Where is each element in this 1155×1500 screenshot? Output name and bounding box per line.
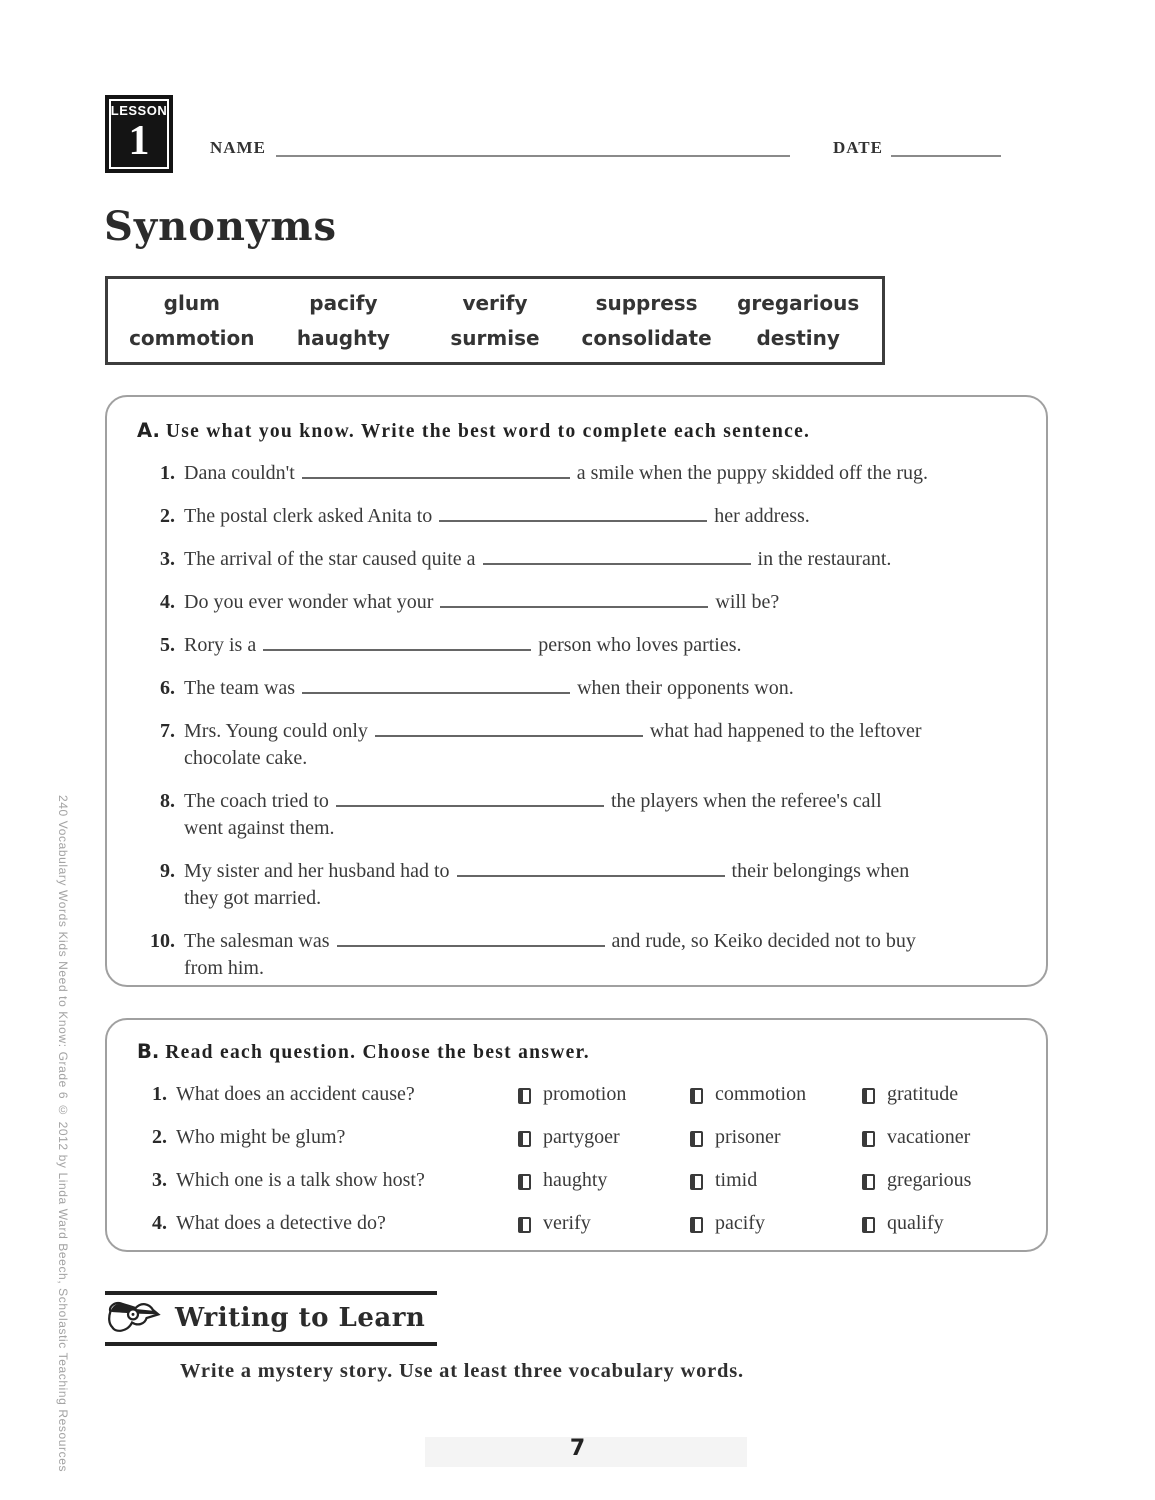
item-number: 5. [160, 634, 175, 656]
answer-blank[interactable] [302, 678, 570, 694]
sentence-item-10 [137, 928, 1016, 982]
option-label: prisoner [715, 1126, 781, 1148]
word-bank-word: consolidate [581, 326, 712, 351]
section-b-heading-text: Read each question. Choose the best answer. [165, 1042, 590, 1063]
checkbox-icon[interactable] [690, 1131, 703, 1147]
checkbox-icon[interactable] [690, 1088, 703, 1104]
sentence-pre: The postal clerk asked Anita to [184, 505, 433, 527]
answer-option [518, 1124, 690, 1151]
option-label: timid [715, 1169, 758, 1191]
section-a-heading-text: Use what you know. Write the best word to complete each sentence. [165, 421, 811, 442]
answer-blank[interactable] [336, 791, 604, 807]
option-label: promotion [543, 1083, 627, 1105]
sentence-post: when their opponents won. [577, 677, 794, 699]
section-b-heading [137, 1038, 1016, 1066]
word-bank-word: haughty [296, 326, 390, 351]
option-label: haughty [543, 1169, 608, 1191]
banner-bottom-rule [105, 1342, 437, 1346]
sentence-pre: My sister and her husband had to [184, 860, 450, 882]
pen-nib-icon [105, 1299, 161, 1337]
checkbox-icon[interactable] [862, 1131, 875, 1147]
writing-to-learn-banner [105, 1291, 437, 1346]
sentence-pre: Mrs. Young could only [184, 720, 368, 742]
answer-blank[interactable] [337, 931, 605, 947]
sentence-item-5 [137, 632, 1016, 659]
lesson-badge-label: LESSON [110, 103, 168, 118]
option-label: partygoer [543, 1126, 620, 1148]
writing-prompt: Write a mystery story. Use at least three vocabulary words. [180, 1360, 744, 1382]
date-label: DATE [833, 138, 883, 157]
answer-blank[interactable] [263, 635, 531, 651]
answer-blank[interactable] [483, 549, 751, 565]
section-a [105, 395, 1048, 987]
question-text: Which one is a talk show host? [176, 1169, 425, 1191]
sentence-item-4 [137, 589, 1016, 616]
page-number: 7 [569, 1436, 586, 1461]
checkbox-icon[interactable] [518, 1088, 531, 1104]
word-bank-word: surmise [450, 326, 540, 351]
option-label: qualify [887, 1212, 944, 1234]
sentence-continuation: from him. [184, 957, 264, 979]
option-label: verify [543, 1212, 591, 1234]
sentence-post: a smile when the puppy skidded off the rug. [576, 462, 929, 484]
checkbox-icon[interactable] [862, 1174, 875, 1190]
sentence-continuation: chocolate cake. [184, 747, 308, 769]
word-bank-word: suppress [595, 290, 698, 315]
item-number: 9. [160, 860, 175, 882]
answer-option [690, 1210, 862, 1237]
sentence-item-3 [137, 546, 1016, 573]
checkbox-icon[interactable] [518, 1174, 531, 1190]
word-bank-word: verify [462, 290, 528, 315]
sentence-post: will be? [715, 591, 780, 613]
page-title: Synonyms [104, 203, 338, 250]
sentence-item-1 [137, 460, 1016, 487]
sentence-pre: Dana couldn't [184, 462, 295, 484]
word-bank-word: commotion [129, 326, 255, 351]
question-text: What does a detective do? [176, 1212, 386, 1234]
answer-option [862, 1081, 1034, 1108]
option-label: vacationer [887, 1126, 971, 1148]
sentence-post: what had happened to the leftover [649, 720, 922, 742]
sentence-pre: The salesman was [184, 930, 330, 952]
checkbox-icon[interactable] [862, 1088, 875, 1104]
answer-option [518, 1081, 690, 1108]
answer-option [862, 1167, 1034, 1194]
sentence-continuation: they got married. [184, 887, 322, 909]
answer-option [862, 1210, 1034, 1237]
sentence-pre: Rory is a [184, 634, 257, 656]
item-number: 1. [152, 1083, 167, 1105]
item-number: 1. [160, 462, 175, 484]
section-a-heading [137, 417, 1016, 445]
question-row-4 [137, 1210, 1016, 1237]
sentence-pre: The arrival of the star caused quite a [184, 548, 476, 570]
sentence-post: and rude, so Keiko decided not to buy [611, 930, 916, 952]
item-number: 2. [152, 1126, 167, 1148]
word-bank-word: glum [163, 290, 220, 315]
checkbox-icon[interactable] [862, 1217, 875, 1233]
answer-option [690, 1081, 862, 1108]
name-date-row [0, 132, 1155, 162]
item-number: 2. [160, 505, 175, 527]
word-bank [105, 276, 885, 365]
sentence-pre: The coach tried to [184, 790, 329, 812]
answer-option [518, 1167, 690, 1194]
answer-option [862, 1124, 1034, 1151]
checkbox-icon[interactable] [518, 1131, 531, 1147]
name-label: NAME [210, 138, 266, 157]
item-number: 3. [152, 1169, 167, 1191]
option-label: gratitude [887, 1083, 959, 1105]
sentence-post: their belongings when [731, 860, 910, 882]
item-number: 3. [160, 548, 175, 570]
question-row-2 [137, 1124, 1016, 1151]
section-a-letter: A. [137, 419, 160, 442]
option-label: commotion [715, 1083, 807, 1105]
item-number: 4. [152, 1212, 167, 1234]
item-number: 7. [160, 720, 175, 742]
word-bank-word: destiny [756, 326, 840, 351]
question-text: What does an accident cause? [176, 1083, 415, 1105]
sentence-item-7 [137, 718, 1016, 772]
answer-option [690, 1167, 862, 1194]
answer-option [690, 1124, 862, 1151]
answer-blank[interactable] [302, 463, 570, 479]
answer-blank[interactable] [439, 506, 707, 522]
sentence-post: in the restaurant. [757, 548, 892, 570]
item-number: 6. [160, 677, 175, 699]
checkbox-icon[interactable] [518, 1217, 531, 1233]
checkbox-icon[interactable] [690, 1217, 703, 1233]
item-number: 10. [150, 930, 175, 952]
sentence-pre: Do you ever wonder what your [184, 591, 434, 613]
sentence-post: person who loves parties. [538, 634, 742, 656]
section-b-letter: B. [137, 1040, 160, 1063]
question-row-1 [137, 1081, 1016, 1108]
section-b [105, 1018, 1048, 1252]
word-bank-word: pacify [309, 290, 378, 315]
lesson-badge-number: 1 [128, 118, 150, 164]
answer-option [518, 1210, 690, 1237]
question-row-3 [137, 1167, 1016, 1194]
question-text: Who might be glum? [176, 1126, 346, 1148]
writing-to-learn-title: Writing to Learn [175, 1303, 426, 1333]
answer-blank[interactable] [375, 721, 643, 737]
checkbox-icon[interactable] [690, 1174, 703, 1190]
item-number: 8. [160, 790, 175, 812]
item-number: 4. [160, 591, 175, 613]
sentence-pre: The team was [184, 677, 296, 699]
option-label: gregarious [887, 1169, 972, 1191]
sentence-item-9 [137, 858, 1016, 912]
sentence-item-2 [137, 503, 1016, 530]
date-input-line[interactable] [891, 133, 1001, 157]
sentence-post: the players when the referee's call [610, 790, 882, 812]
sentence-continuation: went against them. [184, 817, 335, 839]
sentence-post: her address. [714, 505, 810, 527]
name-input-line[interactable] [276, 133, 790, 157]
sentence-item-6 [137, 675, 1016, 702]
answer-blank[interactable] [457, 861, 725, 877]
word-bank-word: gregarious [737, 290, 860, 315]
answer-blank[interactable] [440, 592, 708, 608]
copyright-sidebar: 240 Vocabulary Words Kids Need to Know: Grade 6 © 2012 by Linda Ward Beech, Scholastic Teaching Resources [56, 795, 70, 1473]
option-label: pacify [715, 1212, 765, 1234]
sentence-item-8 [137, 788, 1016, 842]
